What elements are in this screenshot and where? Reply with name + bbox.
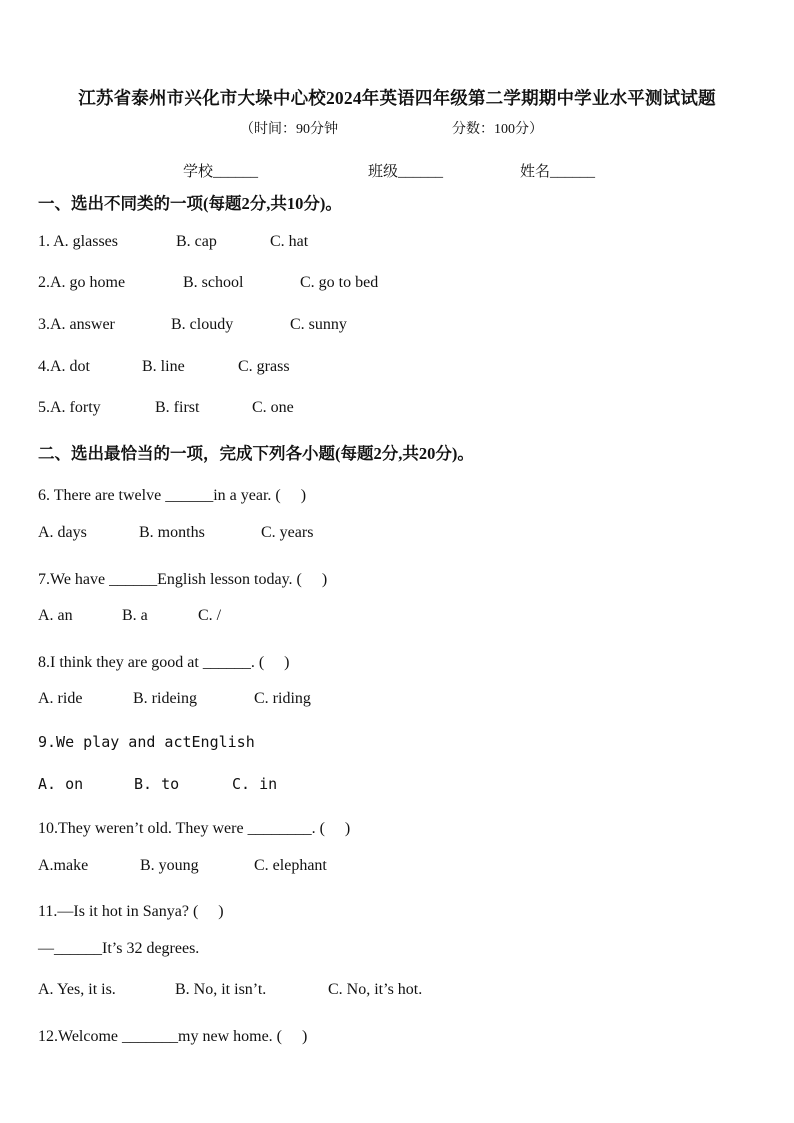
option-b: B. school bbox=[183, 274, 244, 291]
option-b: B. a bbox=[122, 607, 148, 624]
class-field: 班级______ bbox=[368, 164, 444, 180]
section-2-heading: 二、选出最恰当的一项，完成下列各小题(每题2分,共20分)。 bbox=[38, 444, 474, 463]
option-a: A. on bbox=[38, 775, 84, 793]
school-field: 学校______ bbox=[183, 164, 259, 180]
option-c: C. years bbox=[261, 524, 314, 541]
option-c: C. elephant bbox=[254, 857, 327, 874]
option-c: C. grass bbox=[238, 358, 290, 375]
option-a: A. Yes, it is. bbox=[38, 981, 116, 998]
option-a: A. ride bbox=[38, 690, 83, 707]
option-b: B. cloudy bbox=[171, 316, 234, 333]
option-c: C. riding bbox=[254, 690, 311, 707]
question-7-stem: 7.We have ______English lesson today. ( ) bbox=[38, 571, 328, 588]
option-a: 1. A. glasses bbox=[38, 233, 118, 250]
option-a: 2.A. go home bbox=[38, 274, 126, 291]
option-b: B. months bbox=[139, 524, 205, 541]
page-title: 江苏省泰州市兴化市大垛中心校2024年英语四年级第二学期期中学业水平测试试题 bbox=[78, 88, 716, 108]
question-6-stem: 6. There are twelve ______in a year. ( ) bbox=[38, 487, 307, 504]
question-8-options bbox=[38, 690, 738, 712]
option-c: C. / bbox=[198, 607, 222, 624]
section-1-heading: 一、选出不同类的一项(每题2分,共10分)。 bbox=[38, 194, 342, 213]
question-5 bbox=[38, 399, 738, 421]
option-a: A. an bbox=[38, 607, 73, 624]
option-a: 5.A. forty bbox=[38, 399, 101, 416]
question-10-options bbox=[38, 857, 738, 879]
question-7-options bbox=[38, 607, 738, 629]
option-b: B. cap bbox=[176, 233, 217, 250]
question-6-options bbox=[38, 524, 738, 546]
option-a: A. days bbox=[38, 524, 87, 541]
exam-score: 分数：100分） bbox=[452, 122, 543, 137]
option-b: B. to bbox=[134, 775, 180, 793]
question-2 bbox=[38, 274, 738, 296]
question-3 bbox=[38, 316, 738, 338]
question-11-reply: —______It’s 32 degrees. bbox=[38, 940, 200, 957]
option-b: B. No, it isn’t. bbox=[175, 981, 267, 998]
question-9-stem: 9.We play and actEnglish bbox=[38, 733, 255, 751]
option-b: B. young bbox=[140, 857, 199, 874]
option-c: C. sunny bbox=[290, 316, 347, 333]
option-c: C. one bbox=[252, 399, 294, 416]
option-c: C. hat bbox=[270, 233, 309, 250]
option-b: B. first bbox=[155, 399, 200, 416]
question-1 bbox=[38, 233, 738, 255]
option-b: B. line bbox=[142, 358, 185, 375]
exam-time: （时间：90分钟 bbox=[240, 122, 338, 137]
question-11-stem: 11.—Is it hot in Sanya? ( ) bbox=[38, 903, 224, 920]
option-c: C. in bbox=[232, 775, 278, 793]
question-9-options bbox=[38, 775, 738, 797]
option-c: C. go to bed bbox=[300, 274, 379, 291]
option-c: C. No, it’s hot. bbox=[328, 981, 423, 998]
option-a: 3.A. answer bbox=[38, 316, 115, 333]
question-11-options bbox=[38, 981, 738, 1003]
question-4 bbox=[38, 358, 738, 380]
question-10-stem: 10.They weren’t old. They were ________. ( ) bbox=[38, 820, 351, 837]
option-a: A.make bbox=[38, 857, 89, 874]
question-8-stem: 8.I think they are good at ______. ( ) bbox=[38, 654, 290, 671]
name-field: 姓名______ bbox=[520, 164, 596, 180]
option-b: B. rideing bbox=[133, 690, 197, 707]
question-12-stem: 12.Welcome _______my new home. ( ) bbox=[38, 1028, 308, 1045]
option-a: 4.A. dot bbox=[38, 358, 90, 375]
